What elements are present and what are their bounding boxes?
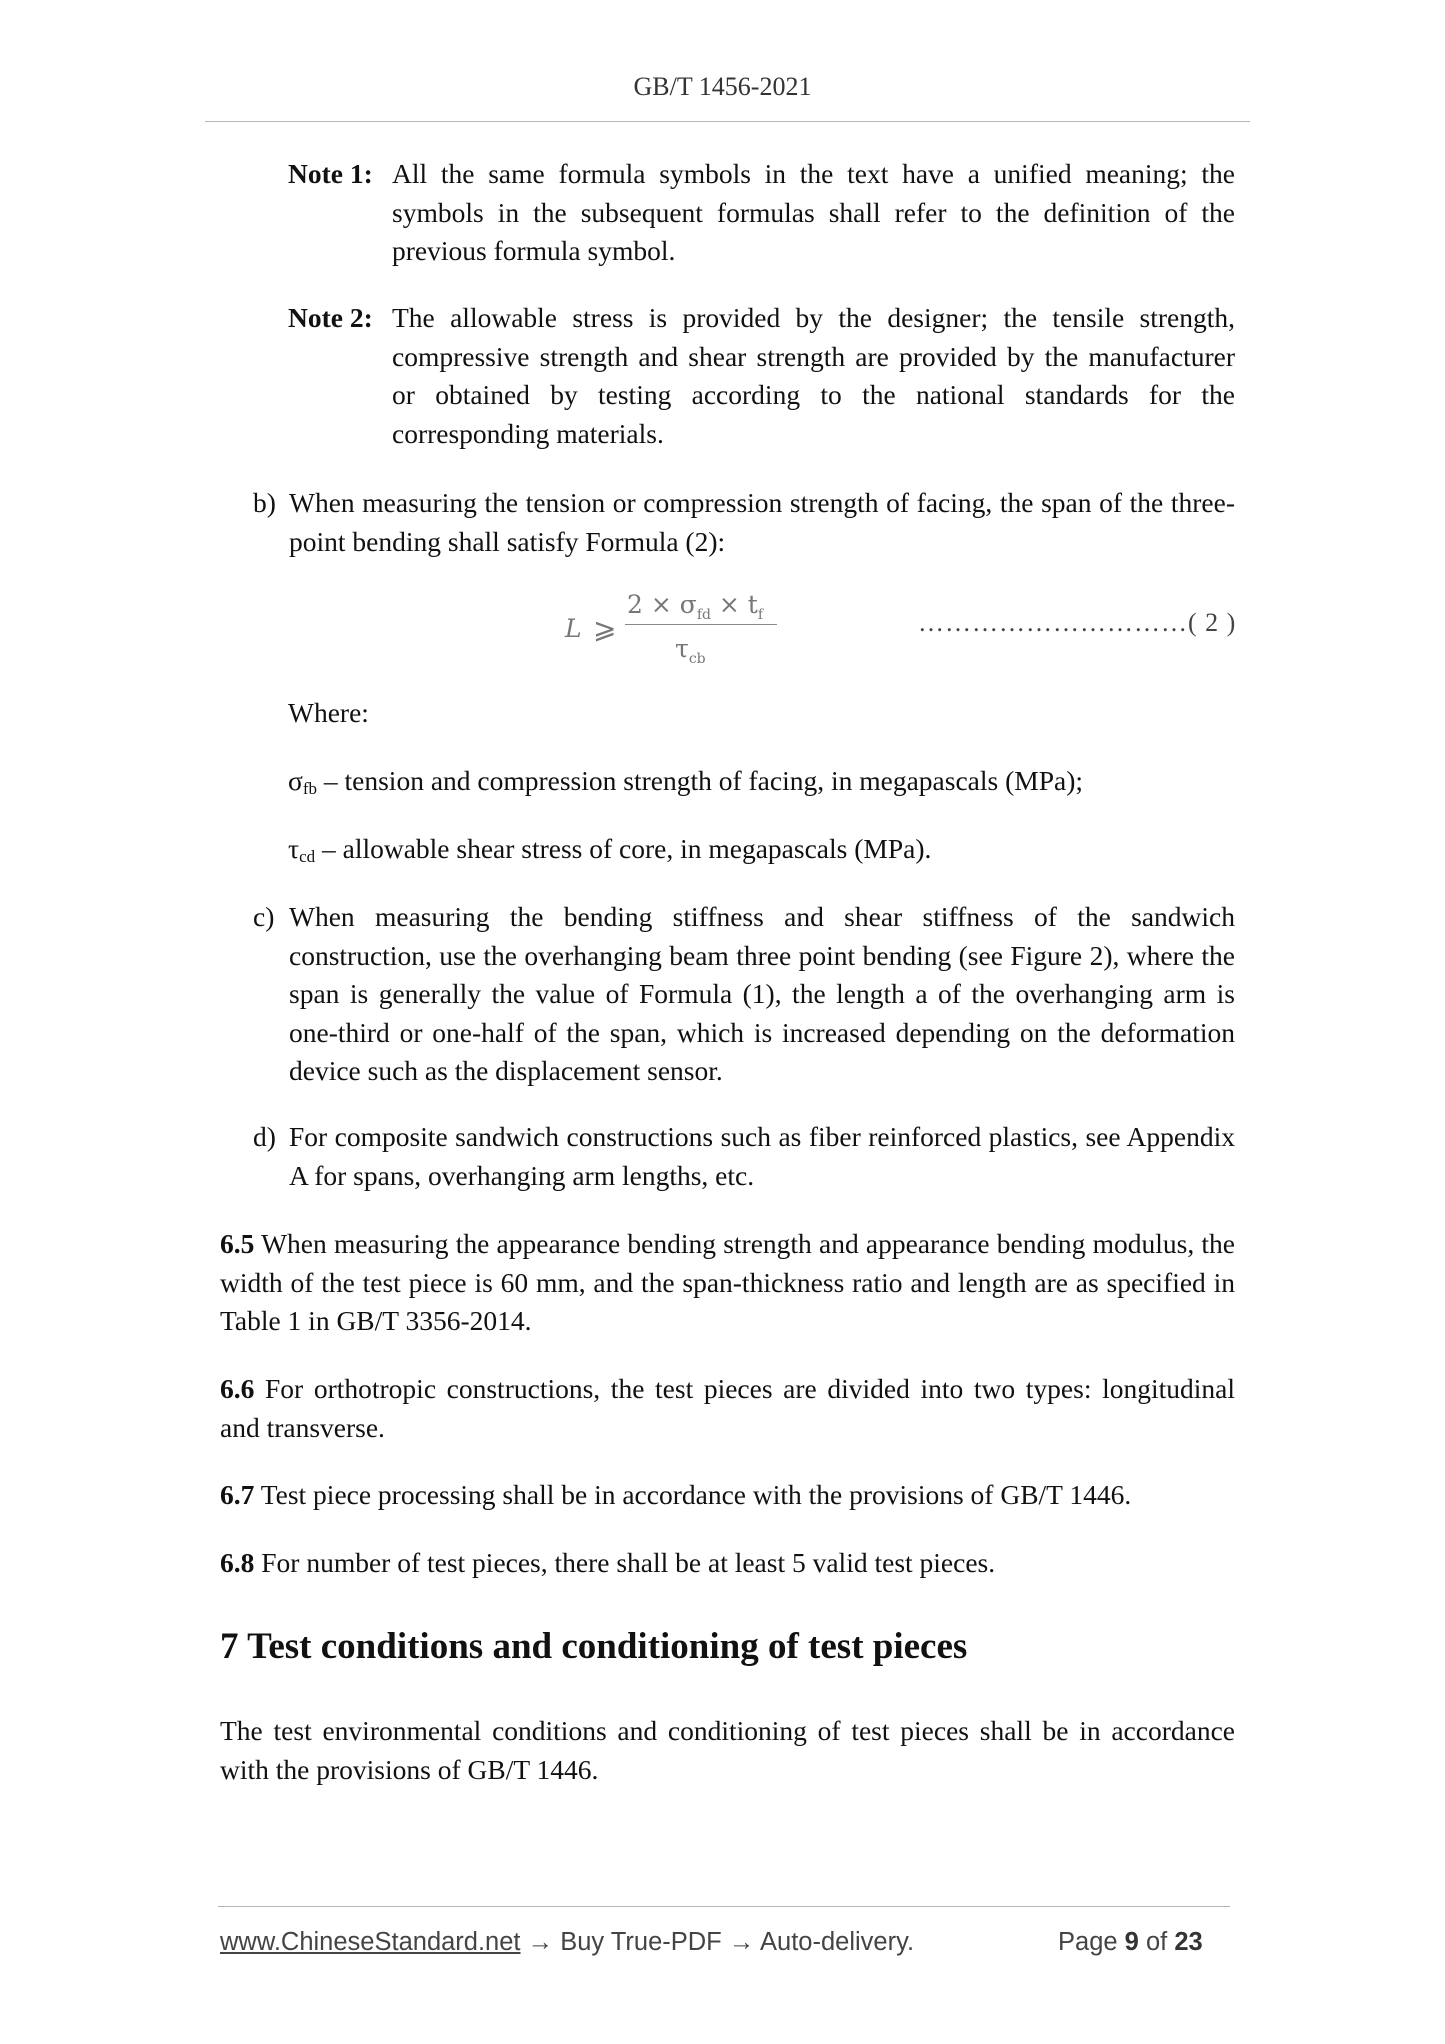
numerator-sub-b: f <box>757 607 764 623</box>
list-item-text: For composite sandwich constructions such as fiber reinforced plastics, see Appendix A for spans, overhanging arm lengths, etc. <box>289 1121 1235 1191</box>
clause-number: 6.5 <box>220 1228 255 1259</box>
clause-number: 6.6 <box>220 1373 255 1404</box>
note-2 <box>288 299 1235 455</box>
footer-site-link[interactable]: www.ChineseStandard.net <box>220 1928 521 1956</box>
arrow-right-icon: → <box>527 1928 554 1956</box>
fraction-bar <box>625 624 777 625</box>
footer-rule <box>218 1906 1230 1907</box>
note-1-text: All the same formula symbols in the text have a unified meaning; the symbols in the subsequent formulas shall refer to the definition of the previous formula symbol. <box>392 158 1235 266</box>
list-marker: c) <box>253 901 275 932</box>
list-item-text: When measuring the tension or compression strength of facing, the span of the three-point bending shall satisfy Formula (2): <box>289 487 1235 557</box>
numerator-part-b: × t <box>710 590 758 619</box>
footer-links <box>220 1928 914 1957</box>
clause-text: For number of test pieces, there shall be at least 5 valid test pieces. <box>254 1547 996 1578</box>
clause-6-5 <box>220 1225 1235 1341</box>
of-label: of <box>1145 1928 1168 1956</box>
page-label: Page <box>1058 1928 1118 1956</box>
clause-6-8 <box>220 1544 1235 1583</box>
list-marker: b) <box>253 487 276 518</box>
clause-text: Test piece processing shall be in accordance with the provisions of GB/T 1446. <box>254 1479 1132 1510</box>
total-pages: 23 <box>1174 1928 1203 1956</box>
list-item-b <box>253 484 1235 562</box>
page-number <box>1058 1928 1203 1957</box>
footer-buy-text: Buy True-PDF <box>560 1928 722 1956</box>
section-7-paragraph: The test environmental conditions and conditioning of test pieces shall be in accordance with the provisions of GB/T 1446. <box>220 1715 1235 1785</box>
clause-text: For orthotropic constructions, the test pieces are divided into two types: longitudinal and transverse. <box>220 1373 1235 1443</box>
definition-subscript: fb <box>302 779 317 798</box>
formula-relation: ⩾ <box>593 612 617 645</box>
definition-text: – allowable shear stress of core, in megapascals (MPa). <box>315 833 932 864</box>
header-rule <box>205 121 1250 122</box>
note-1-label: Note 1: <box>288 158 373 189</box>
numerator-sub-a: fd <box>696 607 711 623</box>
clause-text: When measuring the appearance bending strength and appearance bending modulus, the width of the test piece is 60 mm, and the span-thickness ratio and length are as specified in Table 1 in GB/T 3356-2014. <box>220 1228 1235 1336</box>
definition-symbol: σ <box>288 765 303 796</box>
formula-denominator <box>675 634 706 667</box>
clause-number: 6.8 <box>220 1547 255 1578</box>
definition-symbol: τ <box>288 833 300 864</box>
footer-auto-text: Auto-delivery. <box>760 1928 915 1956</box>
list-item-text: When measuring the bending stiffness and shear stiffness of the sandwich construction, use the overhanging beam three point bending (see Figure 2), where the span is generally the value of Formula (1), the length a of the overhanging arm is one-third or one-half of the span, which is increased depending on the deformation device such as the displacement sensor. <box>289 901 1235 1086</box>
list-marker: d) <box>253 1121 276 1152</box>
denominator-symbol: τ <box>675 634 689 663</box>
formula-lhs: L <box>565 614 582 643</box>
section-7-heading: 7 Test conditions and conditioning of test pieces <box>220 1626 968 1667</box>
clause-6-6 <box>220 1370 1235 1447</box>
equation-leader: ………………………… <box>918 608 1188 637</box>
list-item-c <box>253 898 1235 1092</box>
definition-text: – tension and compression strength of facing, in megapascals (MPa); <box>317 765 1083 796</box>
equation-number <box>918 608 1236 638</box>
definition-subscript: cd <box>299 847 316 866</box>
list-item-d <box>253 1118 1235 1196</box>
definition-sigma-fb <box>288 762 1083 809</box>
note-2-text: The allowable stress is provided by the designer; the tensile strength, compressive strength and shear strength are provided by the manufacturer or obtained by testing according to the national standards for the corresponding materials. <box>392 302 1235 449</box>
denominator-sub: cb <box>688 651 706 667</box>
clause-number: 6.7 <box>220 1479 255 1510</box>
equation-number-label: ( 2 ) <box>1188 608 1237 637</box>
clause-6-7 <box>220 1476 1235 1515</box>
note-1 <box>288 155 1235 271</box>
where-label: Where: <box>288 697 369 728</box>
definition-tau-cd <box>288 830 931 877</box>
formula-numerator <box>627 590 763 623</box>
note-2-label: Note 2: <box>288 302 373 333</box>
numerator-part-a: 2 × σ <box>627 590 697 619</box>
page-header-title: GB/T 1456-2021 <box>633 72 812 101</box>
current-page: 9 <box>1124 1928 1139 1956</box>
arrow-right-icon: → <box>728 1928 755 1956</box>
